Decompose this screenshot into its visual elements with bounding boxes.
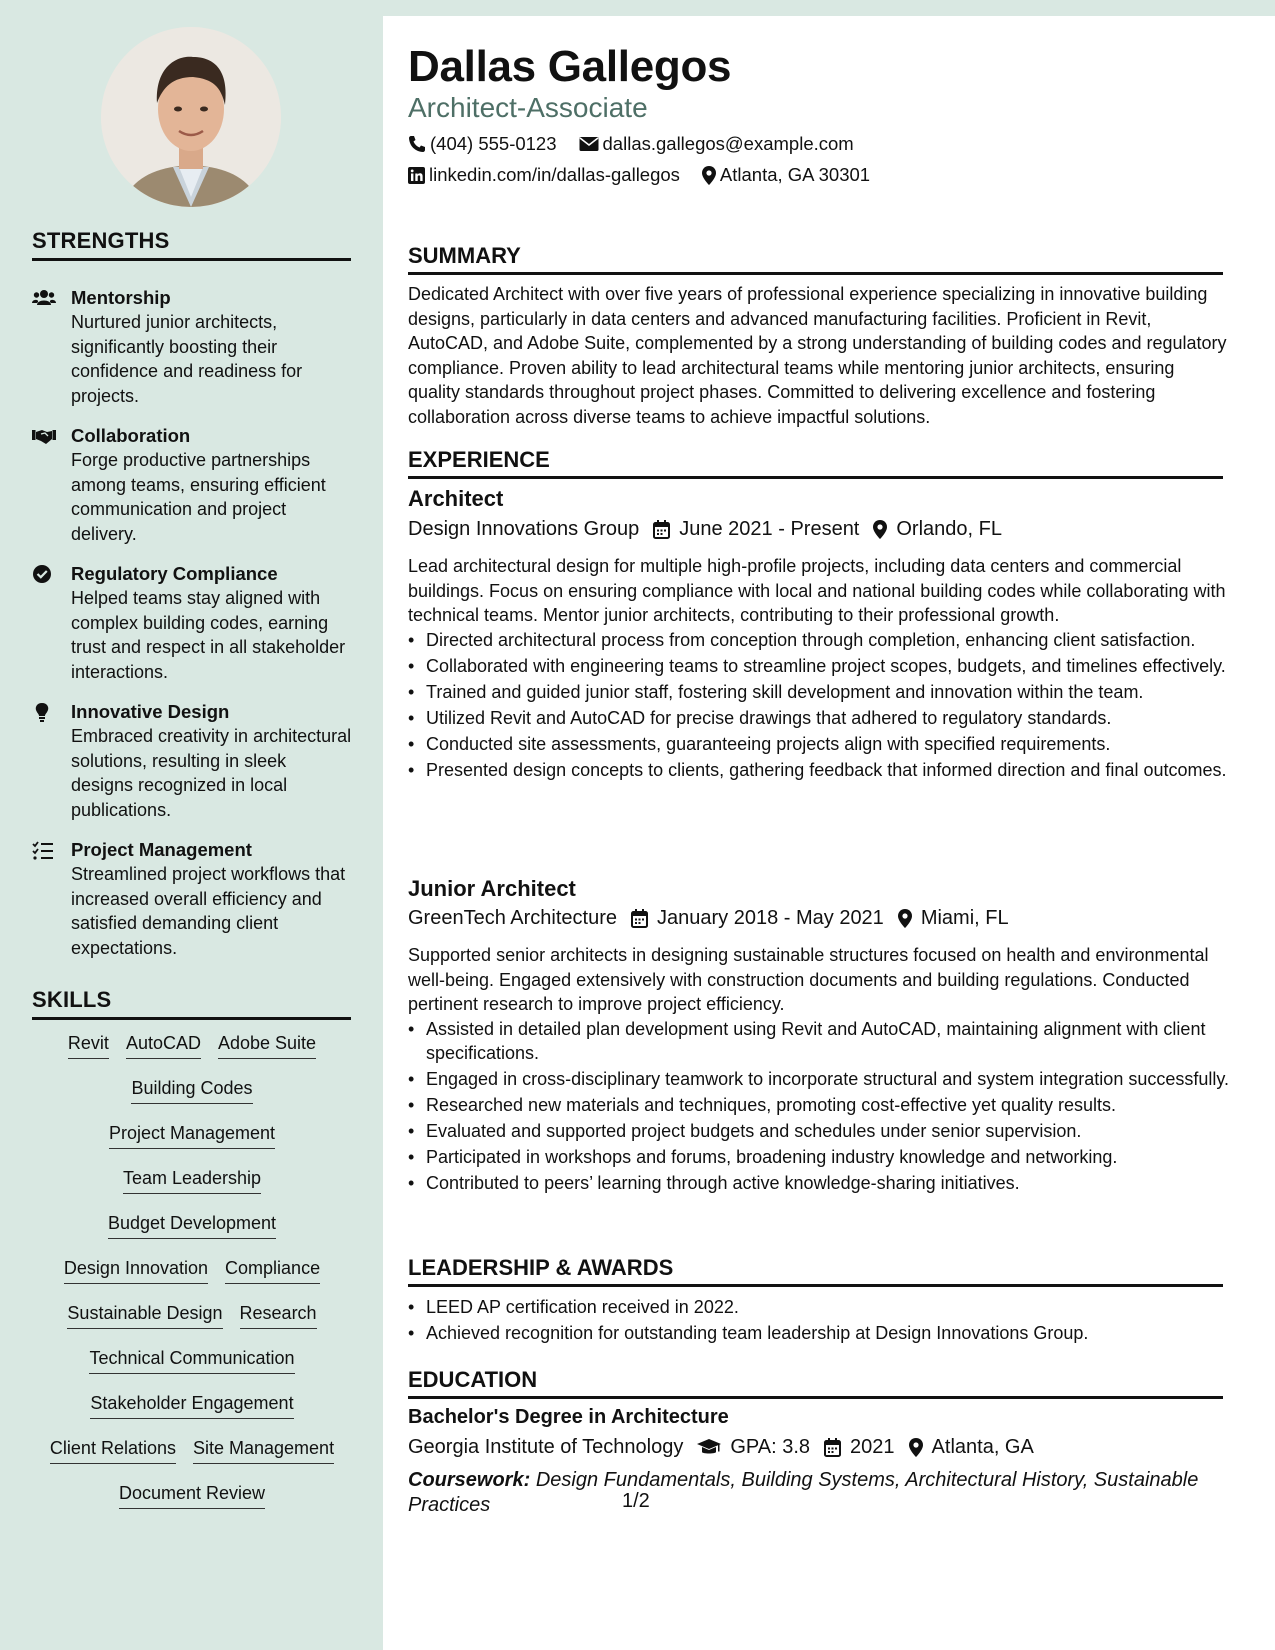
phone-icon xyxy=(408,135,426,153)
list-item: • Trained and guided junior staff, fostering skill development and innovation within the team. xyxy=(426,680,1241,704)
linkedin-contact xyxy=(408,164,680,186)
skill-row xyxy=(32,1436,352,1481)
location-contact xyxy=(702,164,870,186)
skill-tag: Site Management xyxy=(193,1436,334,1464)
job-description: Supported senior architects in designing sustainable structures focused on health and environmental well-being. Engaged extensively with construction documents and building regulations. Conducted pertinent research to improve project efficiency. xyxy=(408,945,1209,1014)
skill-row xyxy=(32,1256,352,1301)
strength-item xyxy=(32,423,352,546)
list-item: • Participated in workshops and forums, broadening industry knowledge and networking. xyxy=(426,1145,1241,1169)
skill-tag: Building Codes xyxy=(131,1076,252,1104)
list-item: • Collaborated with engineering teams to streamline project scopes, budgets, and timelines effectively. xyxy=(426,654,1241,678)
job-meta xyxy=(408,907,1023,930)
job-meta xyxy=(408,518,1016,541)
degree-title: Bachelor's Degree in Architecture xyxy=(408,1406,729,1428)
strengths-heading: STRENGTHS xyxy=(32,228,351,261)
job-location: Miami, FL xyxy=(920,907,1009,929)
job-dates: June 2021 - Present xyxy=(679,518,860,540)
list-check-icon xyxy=(32,840,56,860)
skill-tag: Budget Development xyxy=(108,1211,276,1239)
list-item: • Evaluated and supported project budgets and schedules under senior supervision. xyxy=(426,1119,1241,1143)
envelope-icon xyxy=(579,136,599,152)
job-dates-group xyxy=(631,907,884,930)
linkedin-link[interactable]: linkedin.com/in/dallas-gallegos xyxy=(429,164,680,185)
summary-heading: SUMMARY xyxy=(408,243,1223,275)
candidate-name: Dallas Gallegos xyxy=(408,42,732,91)
list-item: • Engaged in cross-disciplinary teamwork to incorporate structural and system integration successfully. xyxy=(426,1067,1241,1091)
main-content xyxy=(383,16,1275,1650)
strength-title: Project Management xyxy=(71,839,252,860)
map-pin-icon xyxy=(873,520,887,539)
handshake-icon xyxy=(32,426,56,446)
skill-tag: Client Relations xyxy=(50,1436,176,1464)
job-dates: January 2018 - May 2021 xyxy=(657,907,884,929)
gpa-text: GPA: 3.8 xyxy=(730,1436,811,1458)
skills-heading: SKILLS xyxy=(32,987,351,1020)
strength-item xyxy=(32,285,352,408)
coursework xyxy=(408,1468,1228,1518)
map-pin-icon xyxy=(702,166,716,185)
strength-desc: Nurtured junior architects, significantly boosting their confidence and readiness for projects. xyxy=(71,312,303,406)
email-contact xyxy=(579,133,854,155)
lightbulb-icon xyxy=(32,702,56,722)
calendar-icon xyxy=(824,1438,841,1457)
gpa-group xyxy=(697,1436,810,1459)
calendar-icon xyxy=(653,520,670,539)
skill-tag: Research xyxy=(240,1301,317,1329)
list-item: • Presented design concepts to clients, gathering feedback that informed direction and final outcomes. xyxy=(426,758,1241,782)
strength-item xyxy=(32,837,352,960)
summary-text: Dedicated Architect with over five years of professional experience specializing in innovative building designs, particularly in data centers and advanced manufacturing facilities. Proficient in Revit, AutoCAD, and Adobe Suite, complemented by a strong understanding of building codes and regulatory compliance. Proven ability to lead architectural teams while mentoring junior architects, ensuring quality standards throughout project phases. Committed to delivering excellence and fostering collaboration across diverse teams to achieve impactful solutions. xyxy=(408,284,1227,427)
skill-tag: Design Innovation xyxy=(64,1256,208,1284)
list-item: • Directed architectural process from conception through completion, enhancing client satisfaction. xyxy=(426,628,1241,652)
skills-list xyxy=(32,1031,352,1526)
strength-desc: Embraced creativity in architectural solutions, resulting in sleek designs recognized in local publications. xyxy=(71,726,352,820)
linkedin-icon xyxy=(408,167,425,184)
skill-tag: Team Leadership xyxy=(123,1166,261,1194)
strength-title: Regulatory Compliance xyxy=(71,563,278,584)
contact-row xyxy=(408,164,892,186)
strength-title: Mentorship xyxy=(71,287,171,308)
strength-title: Collaboration xyxy=(71,425,191,446)
skill-tag: Document Review xyxy=(119,1481,265,1509)
candidate-role: Architect-Associate xyxy=(408,92,648,123)
skill-row xyxy=(32,1481,352,1526)
job-title: Junior Architect xyxy=(408,876,576,901)
skill-tag: Stakeholder Engagement xyxy=(90,1391,293,1419)
skill-row xyxy=(32,1166,352,1211)
strength-item xyxy=(32,561,352,684)
job-bullets xyxy=(408,628,1241,784)
leadership-list xyxy=(408,1295,1241,1347)
map-pin-icon xyxy=(898,909,912,928)
location-text: Atlanta, GA 30301 xyxy=(719,164,871,185)
avatar xyxy=(101,27,281,207)
skill-row xyxy=(32,1121,352,1166)
skill-tag: AutoCAD xyxy=(126,1031,201,1059)
leadership-heading: LEADERSHIP & AWARDS xyxy=(408,1255,1223,1287)
list-item: • Assisted in detailed plan development using Revit and AutoCAD, maintaining alignment with client specifications. xyxy=(426,1017,1241,1065)
users-icon xyxy=(32,288,56,308)
job-company: GreenTech Architecture xyxy=(408,907,617,929)
list-item: • Researched new materials and techniques, promoting cost-effective yet quality results. xyxy=(426,1093,1241,1117)
page-number: 1/2 xyxy=(622,1490,650,1512)
skill-row xyxy=(32,1076,352,1121)
strength-item xyxy=(32,699,352,822)
strength-desc: Helped teams stay aligned with complex building codes, earning trust and respect in all stakeholder interactions. xyxy=(71,588,346,682)
phone-text[interactable]: (404) 555-0123 xyxy=(430,133,557,154)
skill-row xyxy=(32,1346,352,1391)
job-company: Design Innovations Group xyxy=(408,518,640,540)
education-location-group xyxy=(909,1436,1034,1459)
strength-desc: Forge productive partnerships among teams, ensuring efficient communication and project delivery. xyxy=(71,450,326,544)
skill-row xyxy=(32,1031,352,1076)
skill-tag: Technical Communication xyxy=(89,1346,294,1374)
coursework-text: Design Fundamentals, Building Systems, Architectural History, Sustainable Practices xyxy=(408,1469,1199,1516)
strength-title: Innovative Design xyxy=(71,701,230,722)
job-description: Lead architectural design for multiple high-profile projects, including data centers and commercial buildings. Focus on ensuring compliance with local and national building codes while collaborating with technical teams. Mentor junior architects, contributing to their professional growth. xyxy=(408,556,1226,625)
check-circle-icon xyxy=(32,564,56,584)
job-title: Architect xyxy=(408,486,504,511)
graduation-cap-icon xyxy=(697,1439,721,1456)
skill-tag: Project Management xyxy=(109,1121,275,1149)
skill-row xyxy=(32,1391,352,1436)
job-location-group xyxy=(898,907,1009,930)
education-meta xyxy=(408,1436,1048,1459)
skill-tag: Compliance xyxy=(225,1256,320,1284)
job-dates-group xyxy=(653,518,859,541)
skill-tag: Sustainable Design xyxy=(67,1301,222,1329)
list-item: • Utilized Revit and AutoCAD for precise drawings that adhered to regulatory standards. xyxy=(426,706,1241,730)
list-item: • LEED AP certification received in 2022. xyxy=(426,1295,1241,1319)
graduation-year: 2021 xyxy=(850,1436,895,1458)
skill-tag: Adobe Suite xyxy=(218,1031,316,1059)
job-location: Orlando, FL xyxy=(896,518,1002,540)
job-location-group xyxy=(873,518,1002,541)
education-heading: EDUCATION xyxy=(408,1367,1223,1399)
skill-row xyxy=(32,1301,352,1346)
school-name: Georgia Institute of Technology xyxy=(408,1436,684,1458)
strength-desc: Streamlined project workflows that increased overall efficiency and satisfied demanding client expectations. xyxy=(71,864,346,958)
phone-contact xyxy=(408,133,557,155)
contact-row xyxy=(408,133,876,155)
calendar-icon xyxy=(631,909,648,928)
sidebar xyxy=(0,0,383,1650)
strengths-list xyxy=(32,285,352,975)
experience-heading: EXPERIENCE xyxy=(408,447,1223,479)
coursework-label: Coursework: xyxy=(408,1469,531,1491)
list-item: • Conducted site assessments, guaranteeing projects align with specified requirements. xyxy=(426,732,1241,756)
job-bullets xyxy=(408,1017,1241,1197)
education-location: Atlanta, GA xyxy=(931,1436,1034,1458)
list-item: • Contributed to peers’ learning through active knowledge-sharing initiatives. xyxy=(426,1171,1241,1195)
email-link[interactable]: dallas.gallegos@example.com xyxy=(602,133,854,154)
year-group xyxy=(824,1436,895,1459)
map-pin-icon xyxy=(909,1438,923,1457)
skill-row xyxy=(32,1211,352,1256)
skill-tag: Revit xyxy=(68,1031,109,1059)
list-item: • Achieved recognition for outstanding team leadership at Design Innovations Group. xyxy=(426,1321,1241,1345)
